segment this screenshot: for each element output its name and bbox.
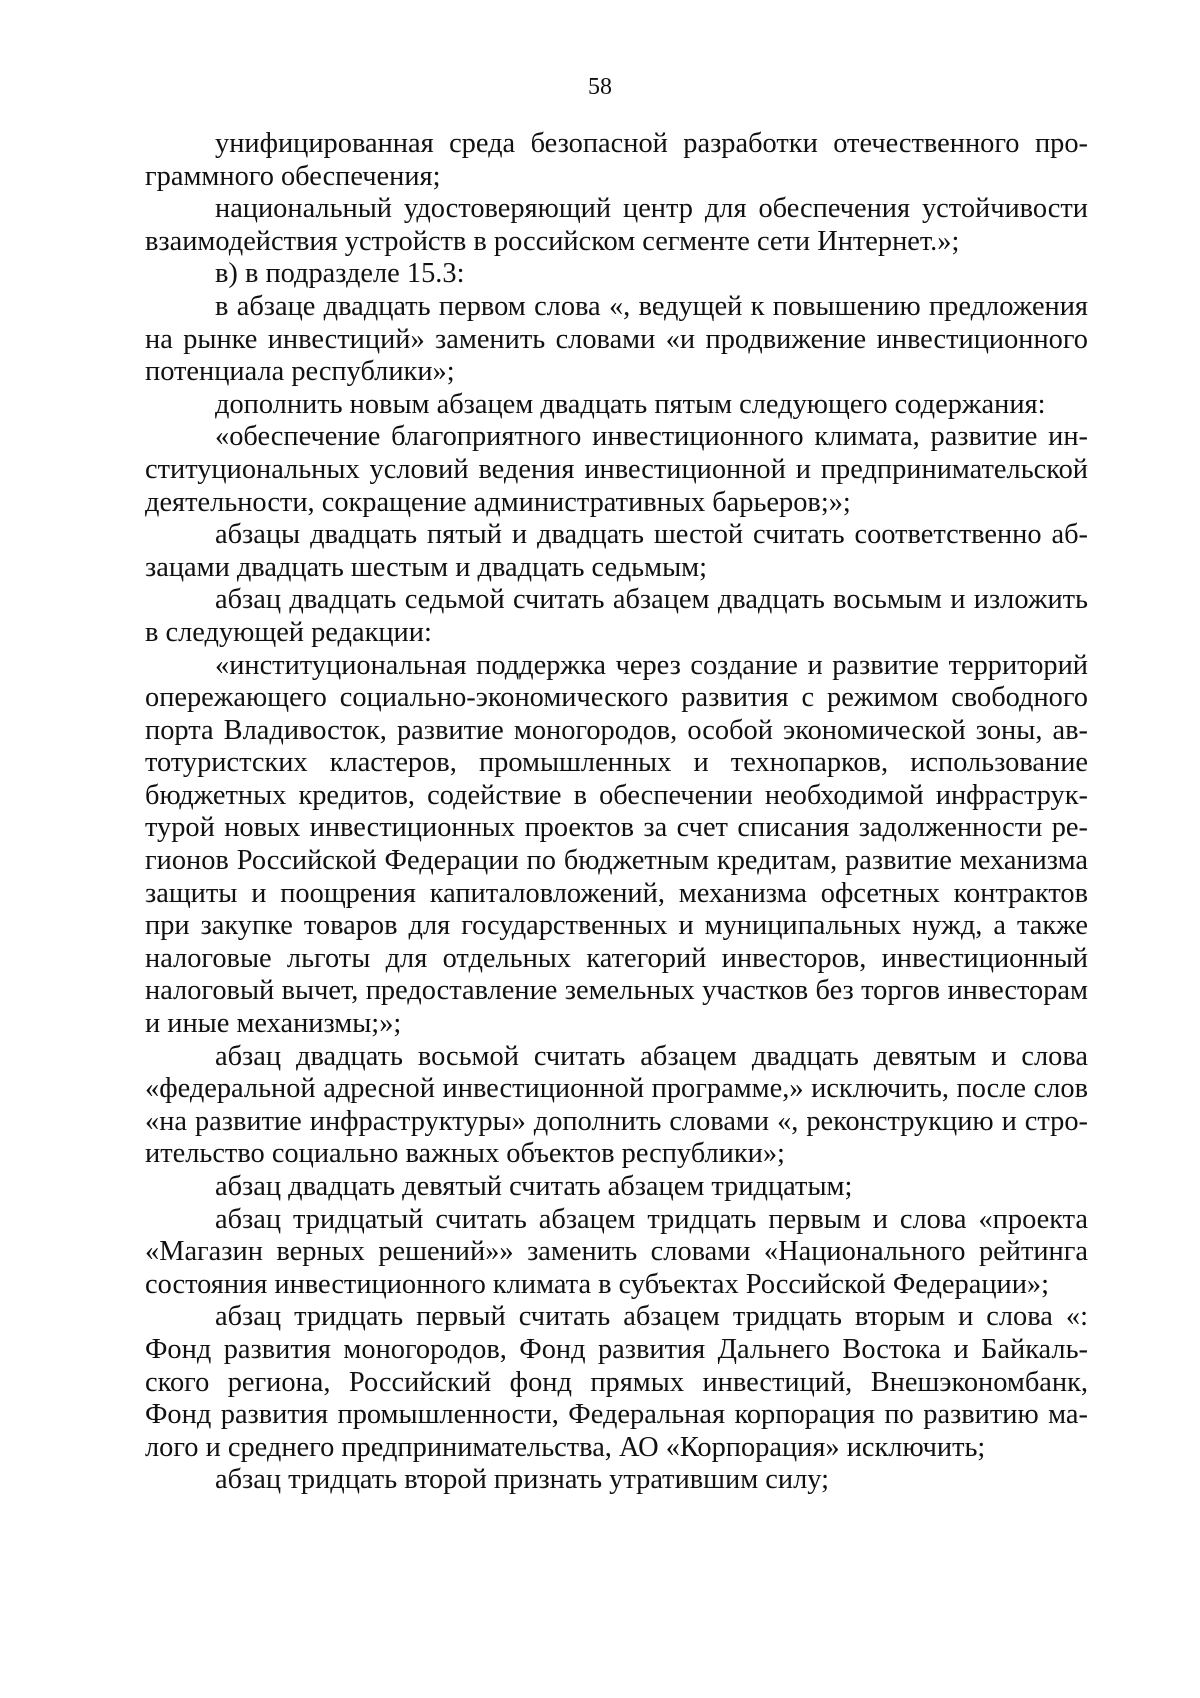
paragraph: абзац тридцать второй признать утратившим силу; (215, 1464, 829, 1496)
paragraph: абзацы двадцать пятый и двадцать шестой считать соответственно абзацами двадцать шестым и двадцать седьмым; (145, 519, 1088, 583)
page-number: 58 (588, 74, 612, 100)
paragraph: «обеспечение благоприятного инвестиционного климата, развитие институциональных условий ведения инвестиционной и предпринимательской деятельности, сокращение административных барьеров;»; (145, 421, 1088, 518)
paragraph: абзац двадцать восьмой считать абзацем двадцать девятым и слова «федеральной адресной инвестиционной программе,» исключить, после слов «на развитие инфраструктуры» дополнить словами «, реконструкцию и строительство социально важных объектов республики»; (145, 1040, 1088, 1170)
paragraph: «институциональная поддержка через создание и развитие территорий опережающего социально-экономического развития с режимом свободного порта Владивосток, развитие моногородов, особой экономической зоны, автотуристских кластеров, промышленных и технопарков, использование бюджетных кредитов, содействие в обеспечении необходимой инфраструктурой новых инвестиционных проектов за счет списания задолженности регионов Российской Федерации по бюджетным кредитам, развитие механизма защиты и поощрения капиталовложений, механизма офсетных контрактов при закупке товаров для государственных и муниципальных нужд, а также налоговые льготы для отдельных категорий инвесторов, инвестиционный налоговый вычет, предоставление земельных участков без торгов инвесторам и иные механизмы;»; (145, 649, 1088, 1040)
paragraph: абзац двадцать девятый считать абзацем тридцатым; (215, 1171, 853, 1202)
paragraph: в) в подразделе 15.3: (215, 258, 465, 290)
paragraph: национальный удостоверяющий центр для обеспечения устойчивости взаимодействия устройств в российском сегменте сети Интернет.»; (145, 193, 1088, 257)
paragraph: в абзаце двадцать первом слова «, ведущей к повышению предложения на рынке инвестиций» заменить словами «и продвижение инвестиционного потенциала республики»; (145, 290, 1088, 388)
paragraph: абзац тридцатый считать абзацем тридцать первым и слова «проекта «Магазин верных решений»» заменить словами «Национального рейтинга состояния инвестиционного климата в субъектах Российской Федерации»; (145, 1203, 1088, 1300)
paragraph: абзац двадцать седьмой считать абзацем двадцать восьмым и изложить в следующей редакции: (145, 584, 1088, 648)
paragraph: дополнить новым абзацем двадцать пятым следующего содержания: (215, 388, 1046, 420)
paragraph: абзац тридцать первый считать абзацем тридцать вторым и слова «: Фонд развития моногородов, Фонд развития Дальнего Востока и Байкальского региона, Российский фонд прямых инвестиций, Внешэкономбанк, Фонд развития промышленности, Федеральная корпорация по развитию малого и среднего предпринимательства, АО «Корпорация» исключить; (145, 1301, 1088, 1463)
document-body (145, 128, 1088, 1497)
paragraph: унифицированная среда безопасной разработки отечественного программного обеспечения; (145, 128, 1088, 192)
